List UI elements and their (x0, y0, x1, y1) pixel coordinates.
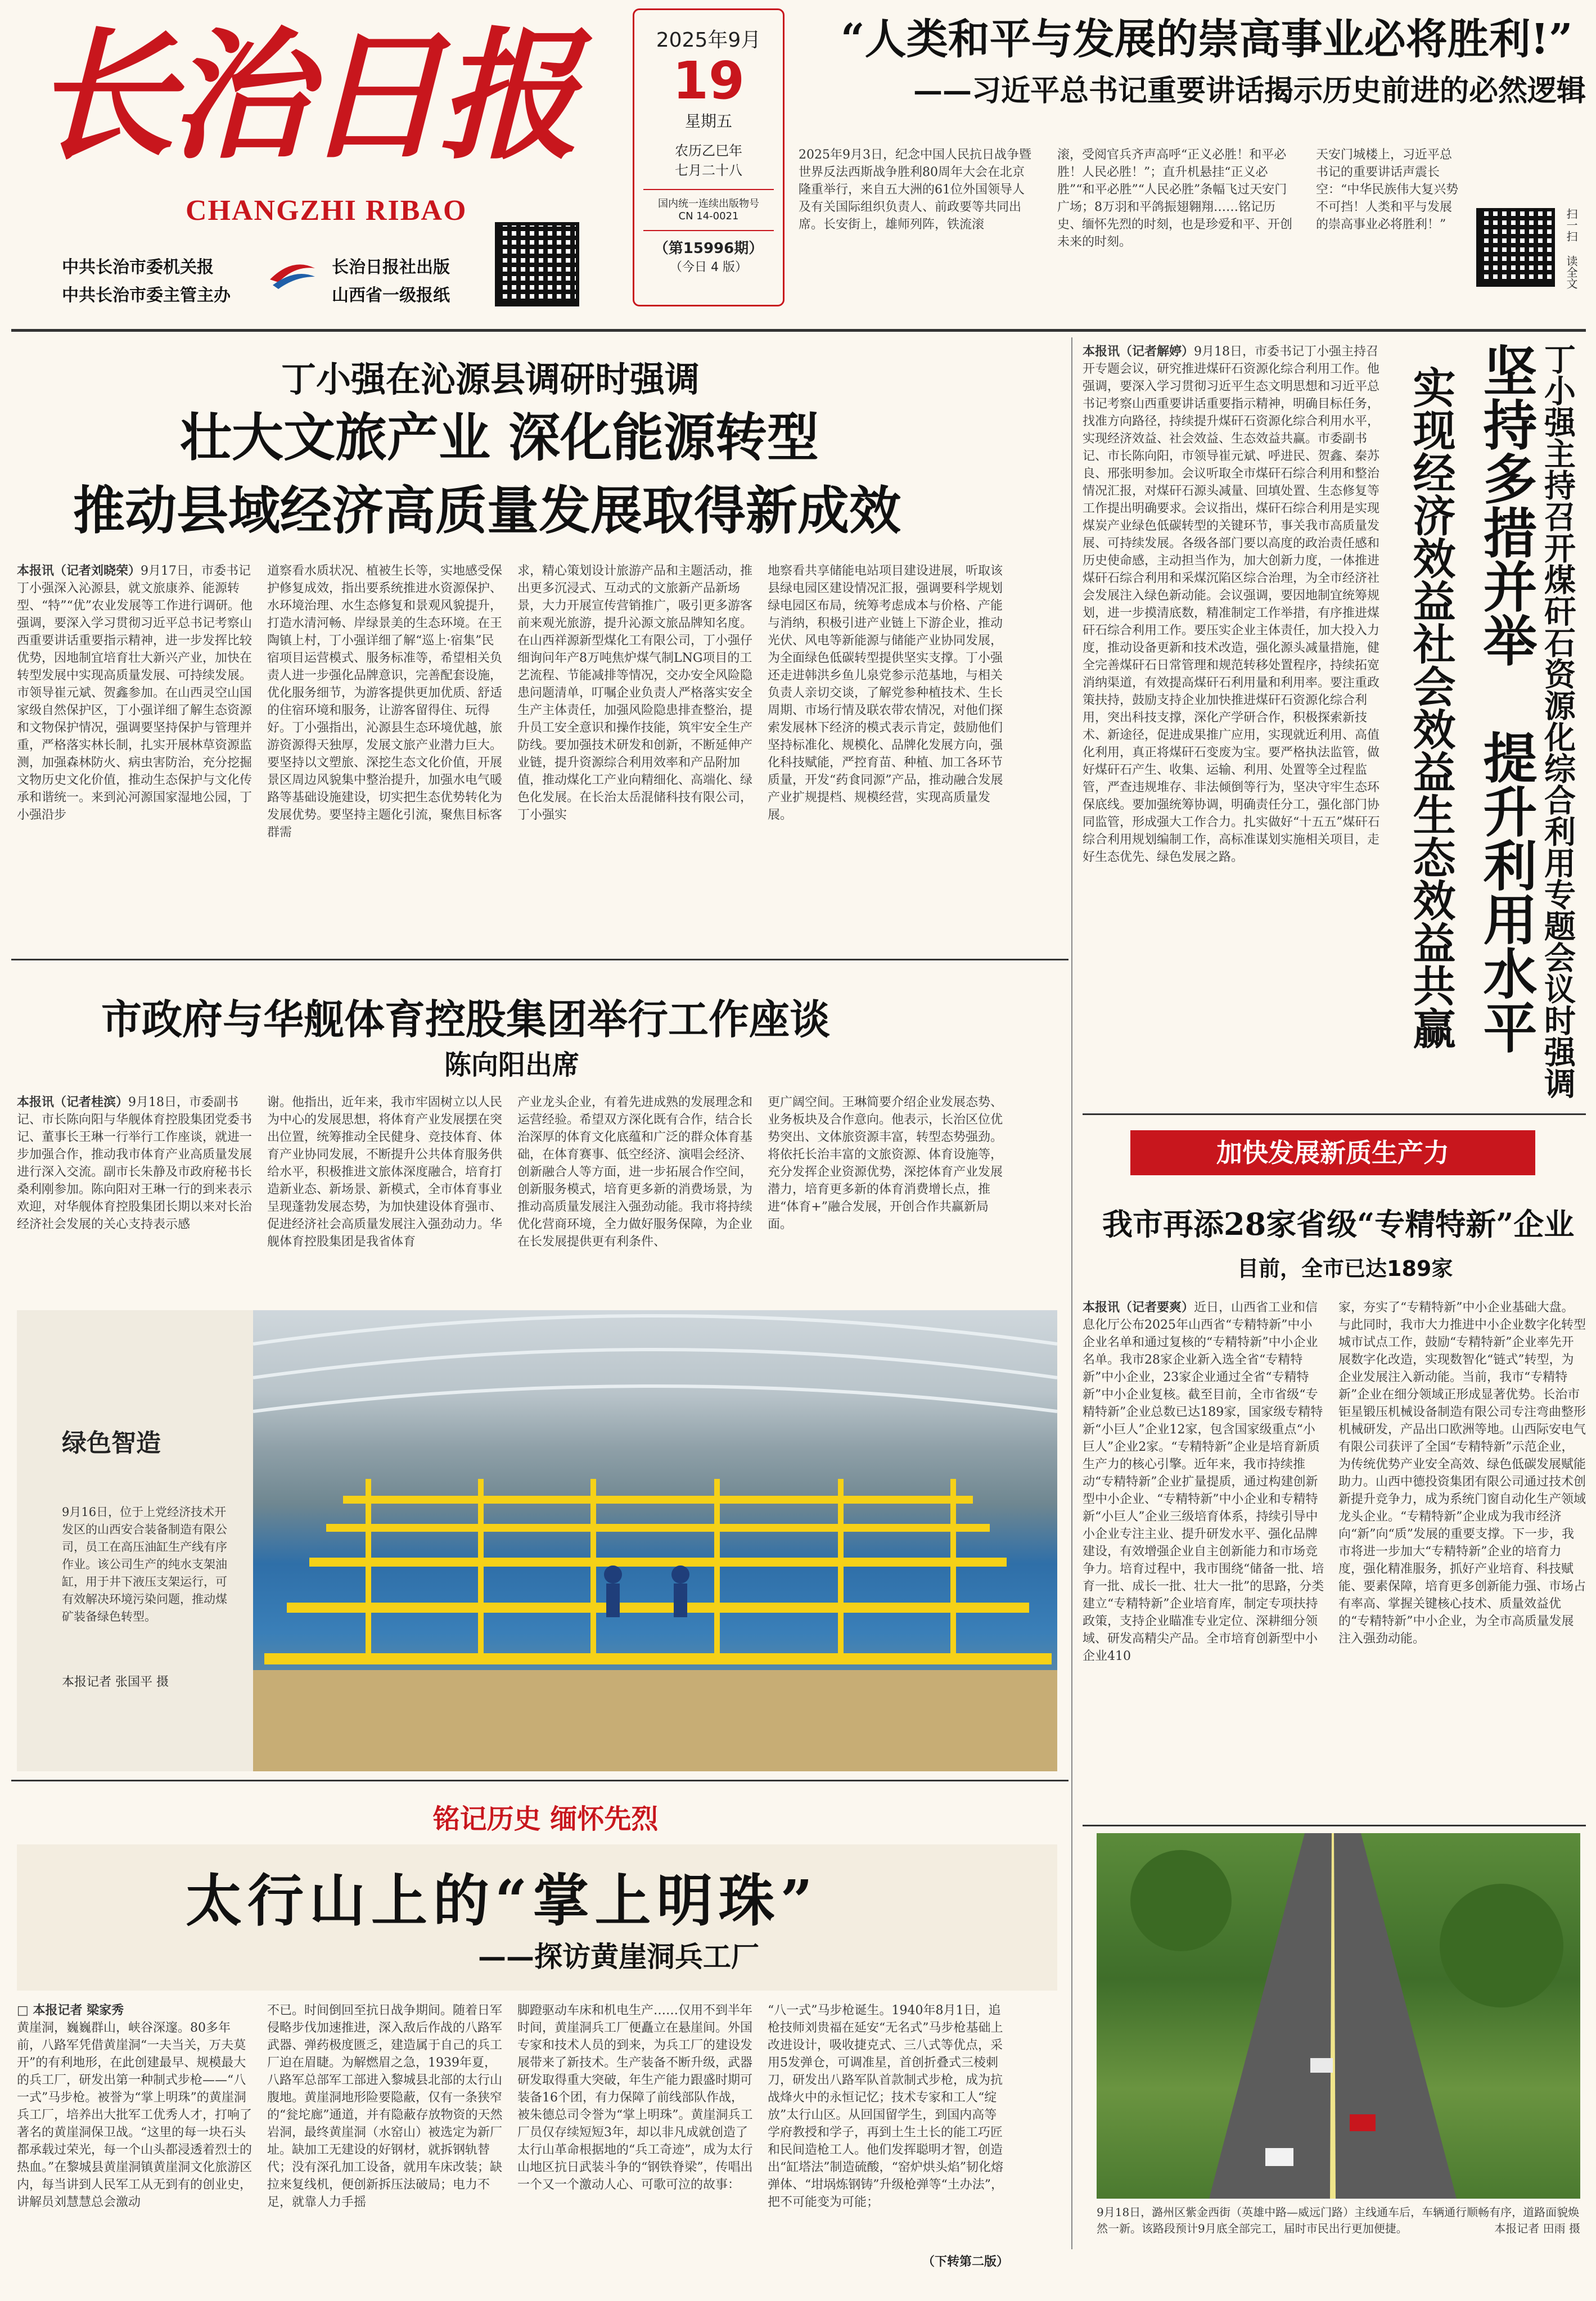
publisher-logo-icon (267, 254, 318, 294)
top-story-subtitle: ——习近平总书记重要讲话揭示历史前进的必然逻辑 (913, 74, 1586, 108)
story2-title: 市政府与华舰体育控股集团举行工作座谈 (101, 995, 831, 1043)
photo1-caption: 9月16日，位于上党经济技术开发区的山西安合装备制造有限公司，员工在高压油缸生产线有序作业。该公司生产的纯水支架油缸，用于井下液压支架运行，可有效解决环境污染问题，推动煤矿装备绿色转型。 (62, 1505, 227, 1623)
sponsor2: 中共长治市委主管主办 (62, 286, 231, 305)
right-story2-title: 我市再添28家省级“专精特新”企业 (1102, 1206, 1575, 1242)
top-story-qr-code[interactable] (1476, 208, 1555, 287)
story2-col3: 产业龙头企业，有着先进成熟的发展理念和运营经验。希望双方深化既有合作，结合长治深厚的体育文化底蕴和广泛的群众体育基础，在体育赛事、低空经济、演唱会经济、创新融合人等方面，进一步拓展合作空间，创新服务模式，培育更多新的消费场景，为推动高质量发展注入强劲动能。我市将持续优化营商环境，全力做好服务保障，为企业在长发展提供更有利条件、 (517, 1095, 753, 1249)
date-year-month: 2025年9月 (656, 29, 761, 52)
masthead-qr-code[interactable] (495, 222, 579, 306)
date-box (633, 8, 785, 306)
right-story-divider (1083, 1113, 1586, 1115)
story2-byline: 本报讯（记者桂滨） (17, 1095, 129, 1109)
lunar-year: 农历乙巳年 (675, 143, 742, 159)
photo1-caption-box (17, 1310, 253, 1771)
story1-col2: 道察看水质状况、植被生长等，实地感受保护修复成效，指出要系统推进水资源保护、水环境治理、水生态修复和景观风貌提升，打造水清河畅、岸绿景美的生态环境。在王陶镇上村，丁小强详细了解“巡上·宿集”民宿项目运营模式、服务标准等，希望相关负责人进一步强化品牌意识，完善配套设施，优化服务细节，为游客提供更加优质、舒适的住宿环境和服务，让游客留得住、玩得好。丁小强指出，沁源县生态环境优越，旅游资源得天独厚，发展文旅产业潜力巨大。要坚持以文塑旅、深挖生态文化价值，开展景区周边风貌集中整治提升，加强水电气暖路等基础设施建设，切实把生态优势转化为发展优势。要坚持主题化引流，聚焦目标客群需 (267, 564, 503, 840)
publisher: 长治日报社出版 (332, 258, 450, 277)
right-story-byline: 本报讯（记者解婷） (1083, 344, 1194, 359)
right-column-rule (1071, 337, 1072, 2249)
story3-title: 太行山上的“掌上明珠” (186, 1867, 819, 1934)
photo2-caption: 9月18日，潞州区紫金西街（英雄中路—威远门路）主线通车后，车辆通行顺畅有序，道路面貌焕然一新。该路段预计9月底全部完工，届时市民出行更加便捷。 本报记者 田雨 摄 (1097, 2204, 1580, 2261)
logo-en: CHANGZHI RIBAO (186, 195, 467, 227)
right-story2-col2: 家，夯实了“专精特新”中小企业基础大盘。与此同时，我市大力推进中小企业数字化转型城市试点工作，鼓励“专精特新”企业率先开展数字化改造，实现数智化“链式”转型，为企业发展注入新动能。当前，我市“专精特新”企业在细分领域正形成显著优势。长治市钜星锻压机械设备制造有限公司专注弯曲整形机械研发，产品出口欧洲等地。山西际安电气有限公司获评了全国“专精特新”示范企业，为传统优势产业安全高效、绿色低碳发展赋能助力。山西中德投资集团有限公司通过技术创新提升竞争力，成为系统门窗自动化生产领域龙头企业。“专精特新”企业成为我市经济向“新”向“质”发展的重要支撑。下一步，我市将进一步加大“专精特新”企业的培育力度，强化精准服务，抓好产业培育、科技赋能、要素保障，培育更多创新能力强、市场占有率高、掌握关键核心技术、质量效益优的“专精特新”中小企业，为全市高质量发展注入强劲动能。 (1338, 1301, 1586, 1646)
factory-photo (253, 1310, 1057, 1771)
date-day: 19 (672, 51, 745, 111)
right-story2-byline: 本报讯（记者要爽） (1083, 1300, 1194, 1315)
story2-col1: 本报讯（记者桂滨）9月18日，市委副书记、市长陈向阳与华舰体育控股集团党委书记、董事长王琳一行举行工作座谈，就进一步加强合作，推动我市体育产业高质量发展进行深入交流。副市长朱静及市政府秘书长桑利刚参加。陈向阳对王琳一行的到来表示欢迎，对华舰体育控股集团长期以来对长治经济社会发展的关心支持表示感 (17, 1095, 253, 1231)
story3-col4: “八一式”马步枪诞生。1940年8月1日，追枪技师刘贵福在延安“无名式”马步枪基础上改进设计，吸收捷克式、三八式等优点，采用5发弹仓，可调准星，首创折叠式三棱刺刀，研发出八路军队首款制式步枪，成为抗战烽火中的永恒记忆；技术专家和工人“绽放”太行山区。从回国留学生，到国内高等学府教授和学子，再到土生土长的能工巧匠和民间造枪工人。他们发挥聪明才智，创造出“缸塔法”制造硫酸，“窑炉烘头焰”韧化熔弹体、“坩埚炼钢铸”升级枪弹等“土办法”，把不可能变为可能； (768, 2004, 1003, 2209)
story2-col4: 更广阔空间。王琳简要介绍企业发展态势、业务板块及合作意向。他表示，长治区位优势突出、文体旅资源丰富，转型态势强劲。将依托长治丰富的文旅资源、体育设施等，充分发挥企业资源优势，深挖体育产业发展潜力，培育更多新的体育消费增长点，推进“体育+”融合发展，开创合作共赢新局面。 (768, 1095, 1003, 1231)
right-story-title1: 坚持多措并举 提升利用水平 (1475, 343, 1538, 1054)
logo-cn: 长治日报 (34, 13, 574, 178)
sponsor1: 中共长治市委机关报 (62, 258, 214, 277)
story3-col2: 不已。时间倒回至抗日战争期间。随着日军侵略步伐加速推进，深入敌后作战的八路军武器、弹药极度匮乏，建造属于自己的兵工厂迫在眉睫。为解燃眉之急，1939年夏，八路军总部军工部进入黎城县北部的太行山腹地。黄崖洞地形险要隐蔽，仅有一条狭窄的“瓮坨廊”通道，并有隐蔽存放物资的天然岩洞，最终黄崖洞（水窑山）被选定为新厂址。缺加工无建设的好钢材，就拆钢轨替代；没有深孔加工设备，就用车床改装；缺拉来复线机，便创新拆压法破局；电力不足，就靠人力手摇 (267, 2004, 503, 2209)
top-story-col2: 滚，受阅官兵齐声高呼“正义必胜！和平必胜！人民必胜！”；直升机悬挂“正义必胜”“和平必胜”“人民必胜”条幅飞过天安门广场；8万羽和平鸽振翅翱翔……铭记历史、缅怀先烈的时刻，也是珍爱和平、开创未来的时刻。 (1057, 148, 1293, 249)
story1-title-line2: 推动县域经济高质量发展取得新成效 (73, 481, 901, 541)
story1-col4: 地察看共享储能电站项目建设进展，听取该县绿电园区建设情况汇报，强调要科学规划绿电园区布局，统筹考虑成本与价格、产能与消纳，积极引进产业链上下游企业，推动光伏、风电等新能源与储能产业协同发展，为全面绿色低碳转型提供坚实支撑。丁小强还走进韩洪乡鱼儿泉党参示范基地，与相关负责人亲切交谈，了解党参种植技术、生长周期、市场行情及联农带农情况，对他们探索发展林下经济的模式表示肯定，鼓励他们坚持标准化、规模化、品牌化发展方向，强化科技赋能，严控育苗、种植、加工各环节质量，开发“药食同源”产品，推动融合发展产业扩规提档、规模经营，实现高质量发展。 (768, 564, 1003, 822)
right-story2-subtitle: 目前，全市已达189家 (1237, 1256, 1453, 1281)
cn-number-label: 国内统一连续出版物号 (658, 198, 759, 210)
lunar-date: 七月二十八 (675, 163, 742, 178)
masthead-divider (11, 329, 1586, 332)
top-story-col1: 2025年9月3日，纪念中国人民抗日战争暨世界反法西斯战争胜利80周年大会在北京隆重举行，来自五大洲的61位外国领导人及有关国际组织负责人、前政要等共同出席。长安街上，雄师列阵，铁流滚 (799, 148, 1031, 232)
story1-divider (11, 959, 1068, 960)
masthead-logo (34, 11, 596, 180)
story1-col1: 本报讯（记者刘晓荣）9月17日，市委书记丁小强深入沁源县，就文旅康养、能源转型、“特”“优”农业发展等工作进行调研。他强调，要深入学习贯彻习近平总书记考察山西重要讲话重要指示精神，进一步发挥比较优势，因地制宜培育壮大新兴产业，加快在转型发展中实现高质量发展、可持续发展。市领导崔元斌、贺鑫参加。在山西灵空山国家级自然保护区，丁小强详细了解生态资源和文物保护情况，强调要坚持保护与管理并重，严格落实林长制，扎实开展林草资源监测，加强森林防火、病虫害防治，充分挖掘文物历史文化价值，推动生态保护与文化传承和谐统一。来到沁河源国家湿地公园，丁小强沿步 (17, 563, 253, 822)
weekday: 星期五 (684, 112, 732, 130)
story2-col2: 谢。他指出，近年来，我市牢固树立以人民为中心的发展思想，将体育产业发展摆在突出位置，统筹推动全民健身、竞技体育、体育产业协同发展，不断提升公共体育服务供给水平，积极推进文旅体深度融合，培育打造新业态、新场景、新模式，全市体育事业呈现蓬勃发展态势，为加快建设体育强市、促进经济社会高质量发展注入强劲动力。华舰体育控股集团是我省体育 (267, 1095, 503, 1249)
page-count: （今日 4 版） (670, 260, 747, 274)
story1-title-line1: 壮大文旅产业 深化能源转型 (180, 408, 819, 468)
top-story-col3: 天安门城楼上，习近平总书记的重要讲话声震长空：“中华民族伟大复兴势不可挡！人类和平与发展的崇高事业必将胜利！” (1316, 148, 1459, 232)
scan-label: 扫一扫 读全文 (1565, 208, 1578, 289)
issue-number: （第15996期） (653, 240, 764, 257)
cn-number: CN 14-0021 (678, 210, 739, 222)
story3-top-divider (11, 1780, 1068, 1781)
photo1-credit: 本报记者 张国平 摄 (62, 1675, 169, 1689)
story3-col3: 脚蹬驱动车床和机电生产……仅用不到半年时间，黄崖洞兵工厂便矗立在悬崖间。外国专家和技术人员的到来，为兵工厂的建设发展带来了新技术。生产装备不断升级，武器研发取得重大突破，年生产能力跟盛时期可装备16个团，有力保障了前线部队作战，被朱德总司令誉为“掌上明珠”。黄崖洞兵工厂员仅存续短短3年，却以非凡成就创造了太行山革命根据地的“兵工奇迹”，成为太行山地区抗日武装斗争的“钢铁脊梁”，传唱出一个又一个激动人心、可歌可泣的故事： (517, 2004, 753, 2192)
story3-subtitle: ——探访黄崖洞兵工厂 (478, 1941, 759, 1973)
story1-byline: 本报讯（记者刘晓荣） (17, 563, 141, 578)
right-story-body: 本报讯（记者解婷）9月18日，市委书记丁小强主持召开专题会议，研究推进煤矸石资源化综合利用工作。他强调，要深入学习贯彻习近平生态文明思想和习近平总书记考察山西重要讲话重要指示精神，明确目标任务，找准方向路径，持续提升煤矸石资源化综合利用水平，实现经济效益、社会效益、生态效益共赢。市委副书记、市长陈向阳，市领导崔元斌、呼进民、贺鑫、秦苏良、邢张明参加。会议听取全市煤矸石综合利用和整治情况汇报，对煤矸石源头减量、回填处置、生态修复等工作提出明确要求。会议指出，煤矸石综合利用是实现煤炭产业绿色低碳转型的关键环节，事关我市高质量发展、可持续发展。各级各部门要以高度的政治责任感和历史使命感，主动担当作为，加大创新力度，一体推进煤矸石综合利用和采煤沉陷区综合治理，为全市经济社会发展注入绿色新动能。会议强调，要因地制宜统筹规划，进一步摸清底数，精准制定工作举措，有序推进煤矸石综合利用工作。要压实企业主体责任，加大投入力度，推动设备更新和技术改造，强化源头减量措施，健全完善煤矸石日常管理和规范转移处置程序，持续拓宽消纳渠道，有效提高煤矸石利用量和利用率。要注重政策扶持，鼓励支持企业加快推进煤矸石资源化综合利用，突出科技支撑，深化产学研合作，积极探索新技术、新途径，促进成果推广应用，实现就近利用、高值化利用，真正将煤矸石变废为宝。要严格执法监管，做好煤矸石产生、收集、运输、利用、处置等全过程监管，严查违规堆存、非法倾倒等行为，坚决守牢生态环保底线。要加强统筹协调，明确责任分工，强化部门协同监管，形成强大工作合力。扎实做好“十五五”煤矸石综合利用规划编制工作，高标准谋划实施相关项目，走好生态优先、绿色发展之路。 (1083, 344, 1380, 864)
story1-col3: 求，精心策划设计旅游产品和主题活动，推出更多沉浸式、互动式的文旅新产品新场景，大力开展宣传营销推广，吸引更多游客前来观光旅游，提升沁源文旅品牌知名度。在山西祥源新型煤化工有限公司，丁小强仔细询问年产8万吨焦炉煤气制LNG项目的工艺流程、节能减排等情况，交办安全风险隐患问题清单，叮嘱企业负责人严格落实安全生产主体责任，加强风险隐患排查整治，提升员工安全意识和操作技能，筑牢安全生产防线。要加强技术研发和创新，不断延伸产业链，提升资源综合利用效率和产品附加值，推动煤化工产业向精细化、高端化、绿色化发展。在长治太岳混储科技有限公司，丁小强实 (517, 564, 753, 822)
story3-col1: □ 本报记者 梁家秀 黄崖洞，巍巍群山，峡谷深邃。80多年前，八路军凭借黄崖洞“一夫当关，万夫莫开”的有利地形，在此创建最早、规模最大的兵工厂，研发出第一种制式步枪——“八一式”马步枪。被誉为“掌上明珠”的黄崖洞兵工厂，培养出大批军工优秀人才，打响了著名的黄崖洞保卫战。“这里的每一块石头都承载过荣光，每一个山头都浸透着烈士的热血。”在黎城县黄崖洞镇黄崖洞文化旅游区内，每当讲到人民军工从无到有的创业史，讲解员刘慧慧总会激动 (17, 2003, 253, 2209)
rank: 山西省一级报纸 (332, 286, 450, 305)
top-story-title: “人类和平与发展的崇高事业必将胜利!” (841, 15, 1573, 64)
story3-continued[interactable]: （下转第二版） (922, 2254, 1009, 2269)
right-photo-divider (1083, 1825, 1586, 1826)
right-section-banner: 加快发展新质生产力 (1130, 1130, 1535, 1175)
right-story-title2: 实现经济效益社会效益生态效益共赢 (1406, 366, 1456, 1049)
photo2-credit: 本报记者 田雨 摄 (1494, 2222, 1580, 2235)
story2-subtitle: 陈向阳出席 (444, 1049, 580, 1081)
story3-byline: □ 本报记者 梁家秀 (17, 2003, 124, 2018)
right-story2-col1: 本报讯（记者要爽）近日，山西省工业和信息化厅公布2025年山西省“专精特新”中小企业名单和通过复核的“专精特新”中小企业名单。我市28家企业新入选全省“专精特新”中小企业，23家企业通过全省“专精特新”中小企业复核。截至目前，全市省级“专精特新”企业总数已达189家，国家级专精特新“小巨人”企业12家，包含国家级重点“小巨人”企业2家。“专精特新”企业是培育新质生产力的核心引擎。近年来，我市持续推动“专精特新”企业扩量提质，通过构建创新型中小企业、“专精特新”中小企业和专精特新“小巨人”企业三级培育体系，持续引导中小企业专注主业、提升研发水平、强化品牌建设，有效增强企业自主创新能力和市场竞争力。培育过程中，我市围绕“储备一批、培育一批、成长一批、壮大一批”的思路，分类建立“专精特新”企业培育库，制定专项扶持政策，支持企业瞄准专业定位、深耕细分领域、研发高精尖产品。全市培育创新型中小企业410 (1083, 1300, 1324, 1663)
road-photo (1097, 1833, 1580, 2199)
story1-kicker: 丁小强在沁源县调研时强调 (281, 359, 700, 400)
photo1-caption-title: 绿色智造 (62, 1429, 161, 1458)
story3-banner: 铭记历史 缅怀先烈 (432, 1803, 659, 1835)
right-story-kicker: 丁小强主持召开煤矸石资源化综合利用专题会议时强调 (1539, 343, 1576, 1099)
